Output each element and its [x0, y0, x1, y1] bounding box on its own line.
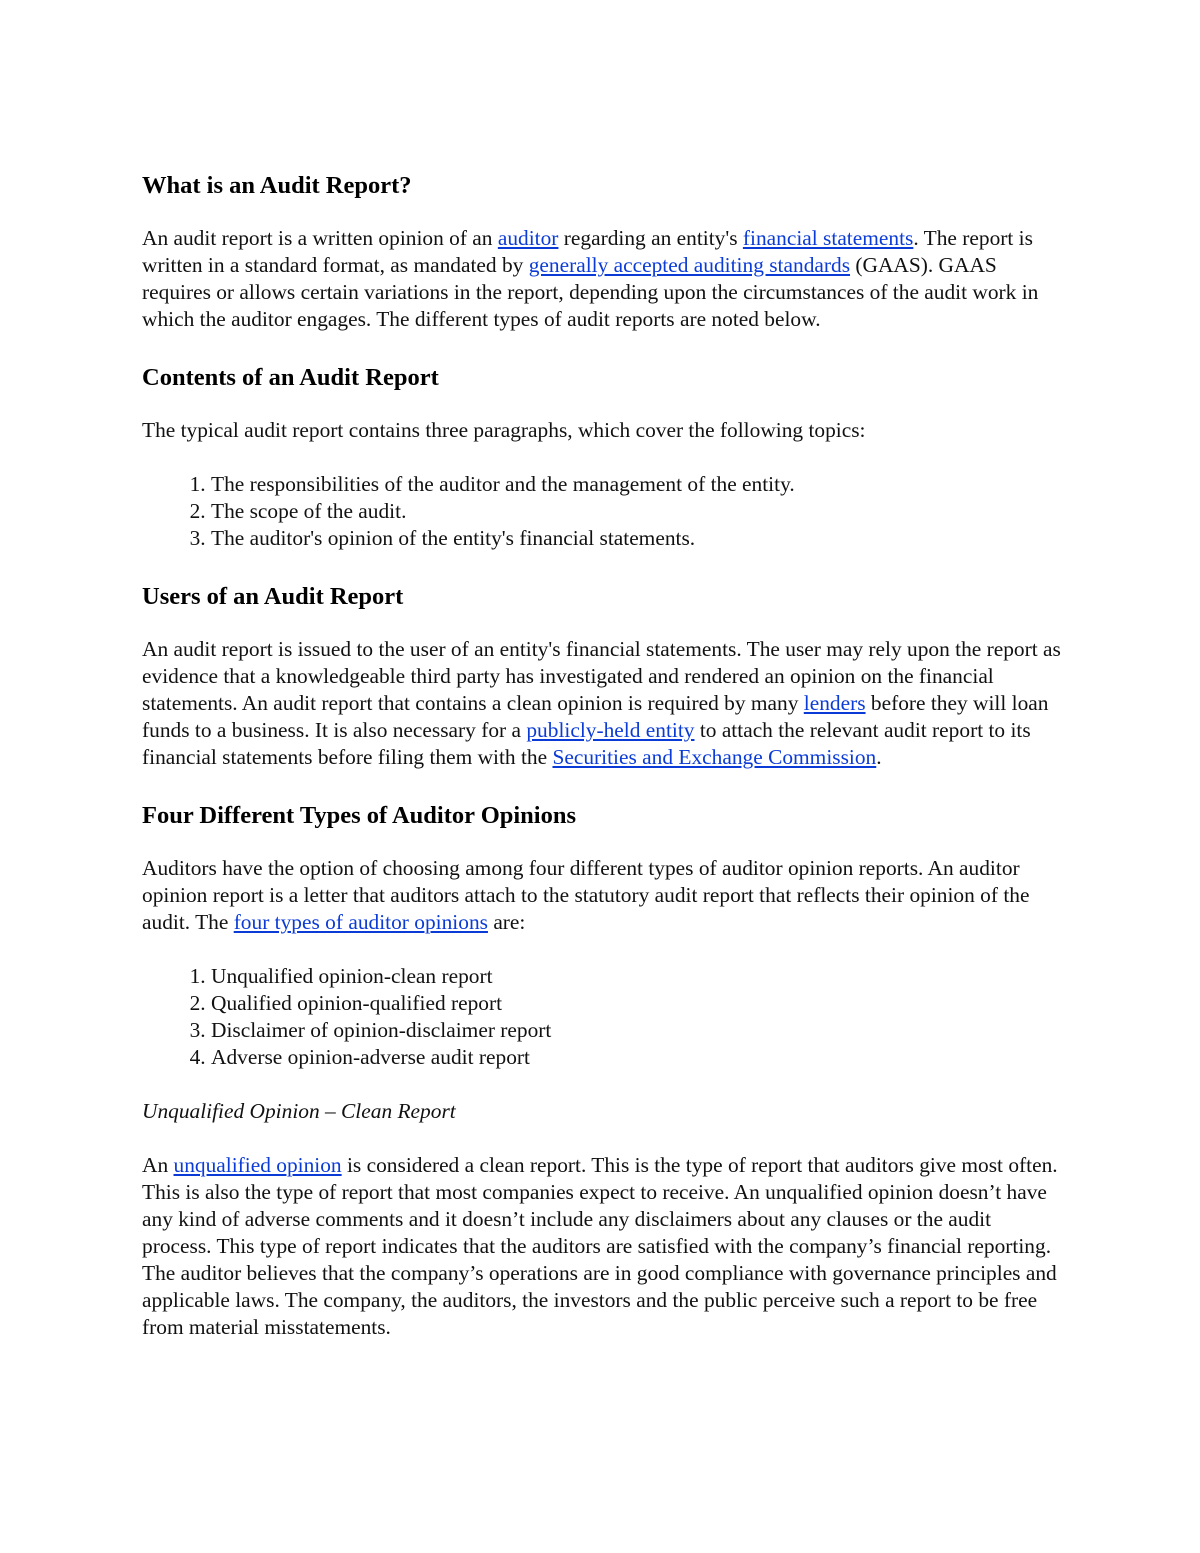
- list-contents-topics: [142, 471, 1062, 552]
- link-publicly-held-entity[interactable]: publicly-held entity: [526, 718, 695, 742]
- heading-four-types: Four Different Types of Auditor Opinions: [142, 802, 577, 829]
- text-run: . The report is written in a standard format, as mandated by: [142, 226, 1033, 277]
- list-item: 4. Adverse opinion-adverse audit report: [211, 1044, 1062, 1071]
- paragraph-users: [142, 636, 1062, 771]
- link-unqualified-opinion[interactable]: unqualified opinion: [173, 1153, 342, 1177]
- list-item: 1. Unqualified opinion-clean report: [211, 963, 1062, 990]
- paragraph-contents-intro: The typical audit report contains three paragraphs, which cover the following topics:: [142, 418, 866, 442]
- link-sec[interactable]: Securities and Exchange Commission: [552, 745, 877, 769]
- list-item: 3. The auditor's opinion of the entity's financial statements.: [211, 525, 1062, 552]
- document-page: [142, 168, 1062, 1341]
- link-lenders[interactable]: lenders: [803, 691, 866, 715]
- list-item: 2. Qualified opinion-qualified report: [211, 990, 1062, 1017]
- text-run: are:: [487, 910, 526, 934]
- text-run: is considered a clean report. This is the type of report that auditors give most often. This is also the type of report that most companies expect to receive. An unqualified opinion doesn’t have any kind of adverse comments and it doesn’t include any disclaimers about any clauses or the audit process. This type of report indicates that the auditors are satisfied with the company’s financial reporting. The auditor believes that the company’s operations are in good compliance with governance principles and applicable laws. The company, the auditors, the investors and the public perceive such a report to be free from material misstatements.: [142, 1153, 1058, 1339]
- text-run: Auditors have the option of choosing among four different types of auditor opinion reports. An auditor opinion report is a letter that auditors attach to the statutory audit report that reflects their opinion of the audit. The: [142, 856, 1030, 934]
- link-four-types[interactable]: four types of auditor opinions: [233, 910, 488, 934]
- text-run: (GAAS). GAAS requires or allows certain variations in the report, depending upon the circumstances of the audit work in which the auditor engages. The different types of audit reports are noted below.: [142, 253, 1039, 331]
- list-opinion-types: [142, 963, 1062, 1071]
- list-item: 2. The scope of the audit.: [211, 498, 1062, 525]
- heading-contents: Contents of an Audit Report: [142, 364, 439, 391]
- heading-what-is-audit-report: What is an Audit Report?: [142, 172, 412, 199]
- link-auditor[interactable]: auditor: [497, 226, 559, 250]
- subheading-unqualified-opinion: Unqualified Opinion – Clean Report: [142, 1099, 456, 1123]
- paragraph-four-types: [142, 855, 1062, 936]
- link-gaas[interactable]: generally accepted auditing standards: [528, 253, 851, 277]
- paragraph-audit-report-definition: [142, 225, 1062, 333]
- text-run: An: [142, 1153, 174, 1177]
- text-run: to attach the relevant audit report to its financial statements before filing them with the: [142, 718, 1031, 769]
- paragraph-unqualified-opinion: [142, 1152, 1062, 1341]
- list-item: 3. Disclaimer of opinion-disclaimer report: [211, 1017, 1062, 1044]
- text-run: An audit report is a written opinion of an: [142, 226, 498, 250]
- text-run: An audit report is issued to the user of an entity's financial statements. The user may rely upon the report as evidence that a knowledgeable third party has investigated and rendered an opinion on the financial statements. An audit report that contains a clean opinion is required by many: [142, 637, 1061, 715]
- list-item: 1. The responsibilities of the auditor and the management of the entity.: [211, 471, 1062, 498]
- text-run: before they will loan funds to a business. It is also necessary for a: [142, 691, 1049, 742]
- text-run: .: [876, 745, 882, 769]
- heading-users: Users of an Audit Report: [142, 583, 404, 610]
- link-financial-statements[interactable]: financial statements: [742, 226, 914, 250]
- text-run: regarding an entity's: [558, 226, 743, 250]
